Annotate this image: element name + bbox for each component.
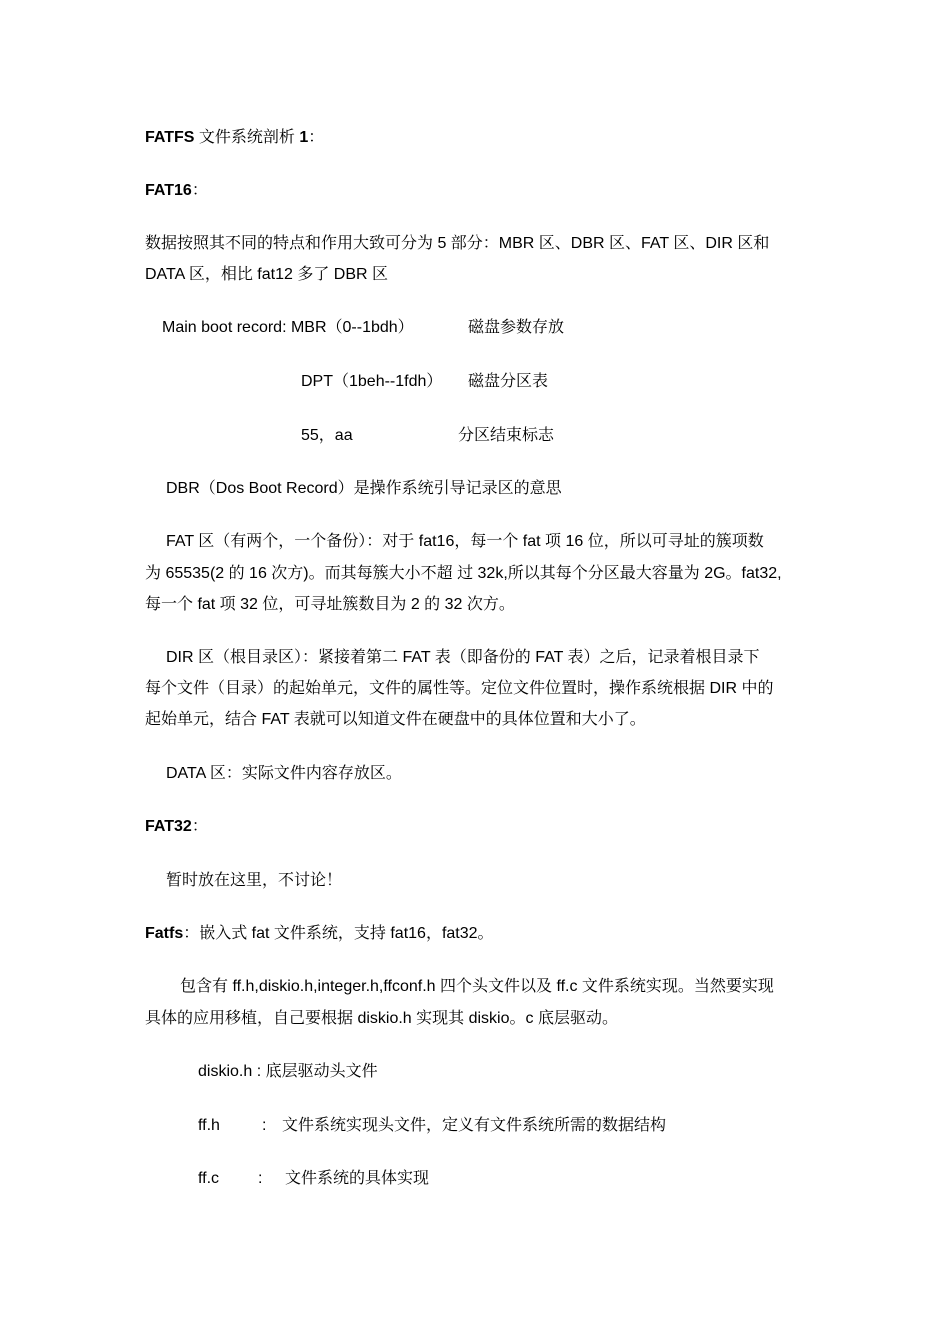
fat32-note: 暂时放在这里，不讨论！ bbox=[166, 872, 343, 889]
fatfs-line bbox=[145, 924, 494, 944]
file-item-ffh bbox=[198, 1116, 220, 1136]
fat16-heading bbox=[145, 181, 208, 201]
fat-area-line-2: 为 65535(2 的 16 次方)。而其每簇大小不超 过 32k,所以其每个分区最大容量为 2G。fat32, bbox=[145, 565, 782, 582]
dpt-label: DPT（1beh--1fdh） bbox=[301, 373, 443, 390]
file-sep-ffh: : bbox=[262, 1117, 267, 1134]
fat16-heading-colon: ： bbox=[191, 182, 208, 199]
data-area-line: DATA 区：实际文件内容存放区。 bbox=[166, 765, 402, 782]
fat16-heading-bold: FAT16 bbox=[145, 182, 192, 199]
mbr-label: Main boot record: MBR（0--1bdh） bbox=[162, 319, 414, 336]
title-text: 文件系统剖析 bbox=[194, 129, 300, 146]
dir-area-line-3: 起始单元，结合 FAT 表就可以知道文件在硬盘中的具体位置和大小了。 bbox=[145, 711, 646, 728]
file-name: diskio.h bbox=[198, 1063, 253, 1080]
file-desc-ffc: 文件系统的具体实现 bbox=[285, 1170, 430, 1187]
file-item-diskio bbox=[198, 1062, 378, 1082]
title-colon: ： bbox=[308, 129, 325, 146]
file-name: ff.c bbox=[198, 1170, 220, 1187]
fat32-heading-colon: ： bbox=[191, 818, 208, 835]
dir-area-line-1: DIR 区（根目录区）：紧接着第二 FAT 表（即备份的 FAT 表）之后，记录着根目录下 bbox=[166, 649, 760, 666]
file-sep: : bbox=[256, 1063, 262, 1080]
file-sep-ffc: : bbox=[258, 1170, 263, 1187]
end-mark-desc: 分区结束标志 bbox=[458, 427, 555, 444]
file-item-ffc bbox=[198, 1169, 219, 1189]
dir-area-line-2: 每个文件（目录）的起始单元，文件的属性等。定位文件位置时，操作系统根据 DIR 中的 bbox=[145, 680, 774, 697]
fat32-heading-bold: FAT32 bbox=[145, 818, 192, 835]
title-number: 1 bbox=[299, 129, 309, 146]
includes-line-2: 具体的应用移植，自己要根据 diskio.h 实现其 diskio。c 底层驱动。 bbox=[145, 1010, 618, 1027]
fatfs-bold: Fatfs bbox=[145, 925, 184, 942]
file-desc: 底层驱动头文件 bbox=[265, 1063, 378, 1080]
fatfs-text: ：嵌入式 fat 文件系统，支持 fat16，fat32。 bbox=[183, 925, 494, 942]
dpt-desc: 磁盘分区表 bbox=[468, 373, 549, 390]
document-title bbox=[145, 128, 324, 148]
dbr-line: DBR（Dos Boot Record）是操作系统引导记录区的意思 bbox=[166, 480, 562, 497]
includes-line-1: 包含有 ff.h,diskio.h,integer.h,ffconf.h 四个头文件以及 ff.c 文件系统实现。当然要实现 bbox=[180, 978, 774, 995]
intro-line-2: DATA 区，相比 fat12 多了 DBR 区 bbox=[145, 266, 389, 283]
fat-area-line-3: 每一个 fat 项 32 位，可寻址簇数目为 2 的 32 次方。 bbox=[145, 596, 515, 613]
end-mark-label: 55，aa bbox=[301, 427, 353, 444]
file-name: ff.h bbox=[198, 1117, 220, 1134]
fat32-heading bbox=[145, 817, 208, 837]
intro-line-1: 数据按照其不同的特点和作用大致可分为 5 部分：MBR 区、DBR 区、FAT 区、DIR 区和 bbox=[145, 235, 770, 252]
title-bold: FATFS bbox=[145, 129, 195, 146]
mbr-desc: 磁盘参数存放 bbox=[468, 319, 565, 336]
file-desc-ffh: 文件系统实现头文件，定义有文件系统所需的数据结构 bbox=[282, 1117, 667, 1134]
fat-area-line-1: FAT 区（有两个，一个备份）：对于 fat16，每一个 fat 项 16 位，所以可寻址的簇项数 bbox=[166, 533, 764, 550]
